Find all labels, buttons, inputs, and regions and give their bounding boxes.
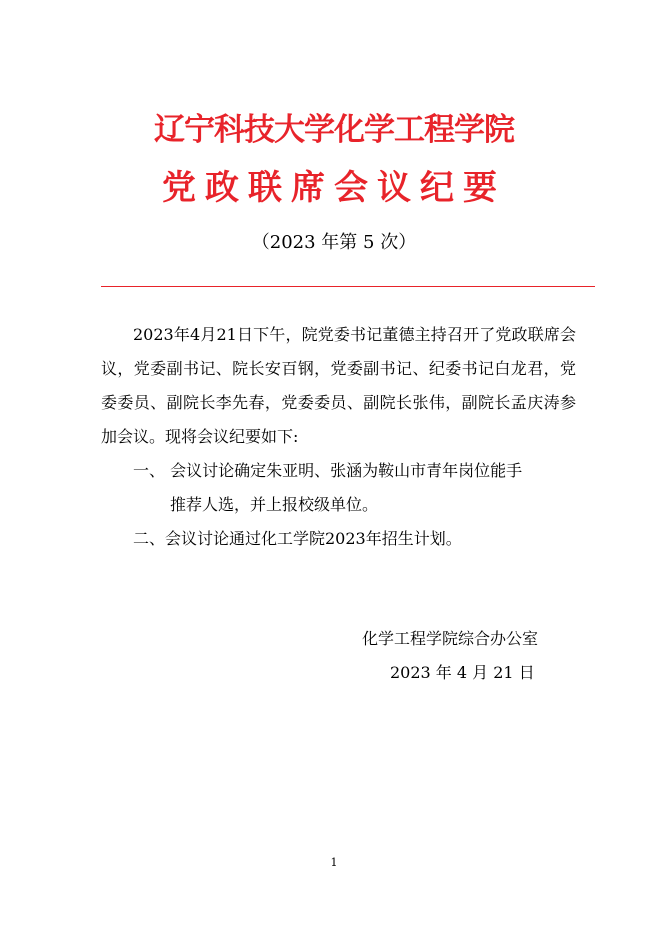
document-title: 党政联席会议纪要 — [162, 168, 506, 208]
agenda-item-1: 一、 会议讨论确定朱亚明、张涵为鞍山市青年岗位能手 — [133, 461, 523, 480]
institution-title: 辽宁科技大学化学工程学院 — [154, 112, 514, 148]
issue-number: （2023 年第 5 次） — [251, 232, 417, 253]
agenda-item-2: 二、会议讨论通过化工学院2023年招生计划。 — [133, 529, 462, 548]
minutes-body — [101, 318, 576, 556]
red-header-rule — [101, 286, 595, 287]
page-number: 1 — [330, 856, 338, 869]
signature-office: 化学工程学院综合办公室 — [362, 629, 539, 648]
signature-date: 2023 年 4 月 21 日 — [390, 663, 535, 682]
intro-paragraph: 2023年4月21日下午，院党委书记董德主持召开了党政联席会议，党委副书记、院长安百钢，党委副书记、纪委书记白龙君，党委委员、副院长李先春，党委委员、副院长张伟，副院长孟庆涛参加会议。现将会议纪要如下: — [101, 325, 576, 446]
agenda-item-1-continued: 推荐人选，并上报校级单位。 — [170, 495, 379, 514]
